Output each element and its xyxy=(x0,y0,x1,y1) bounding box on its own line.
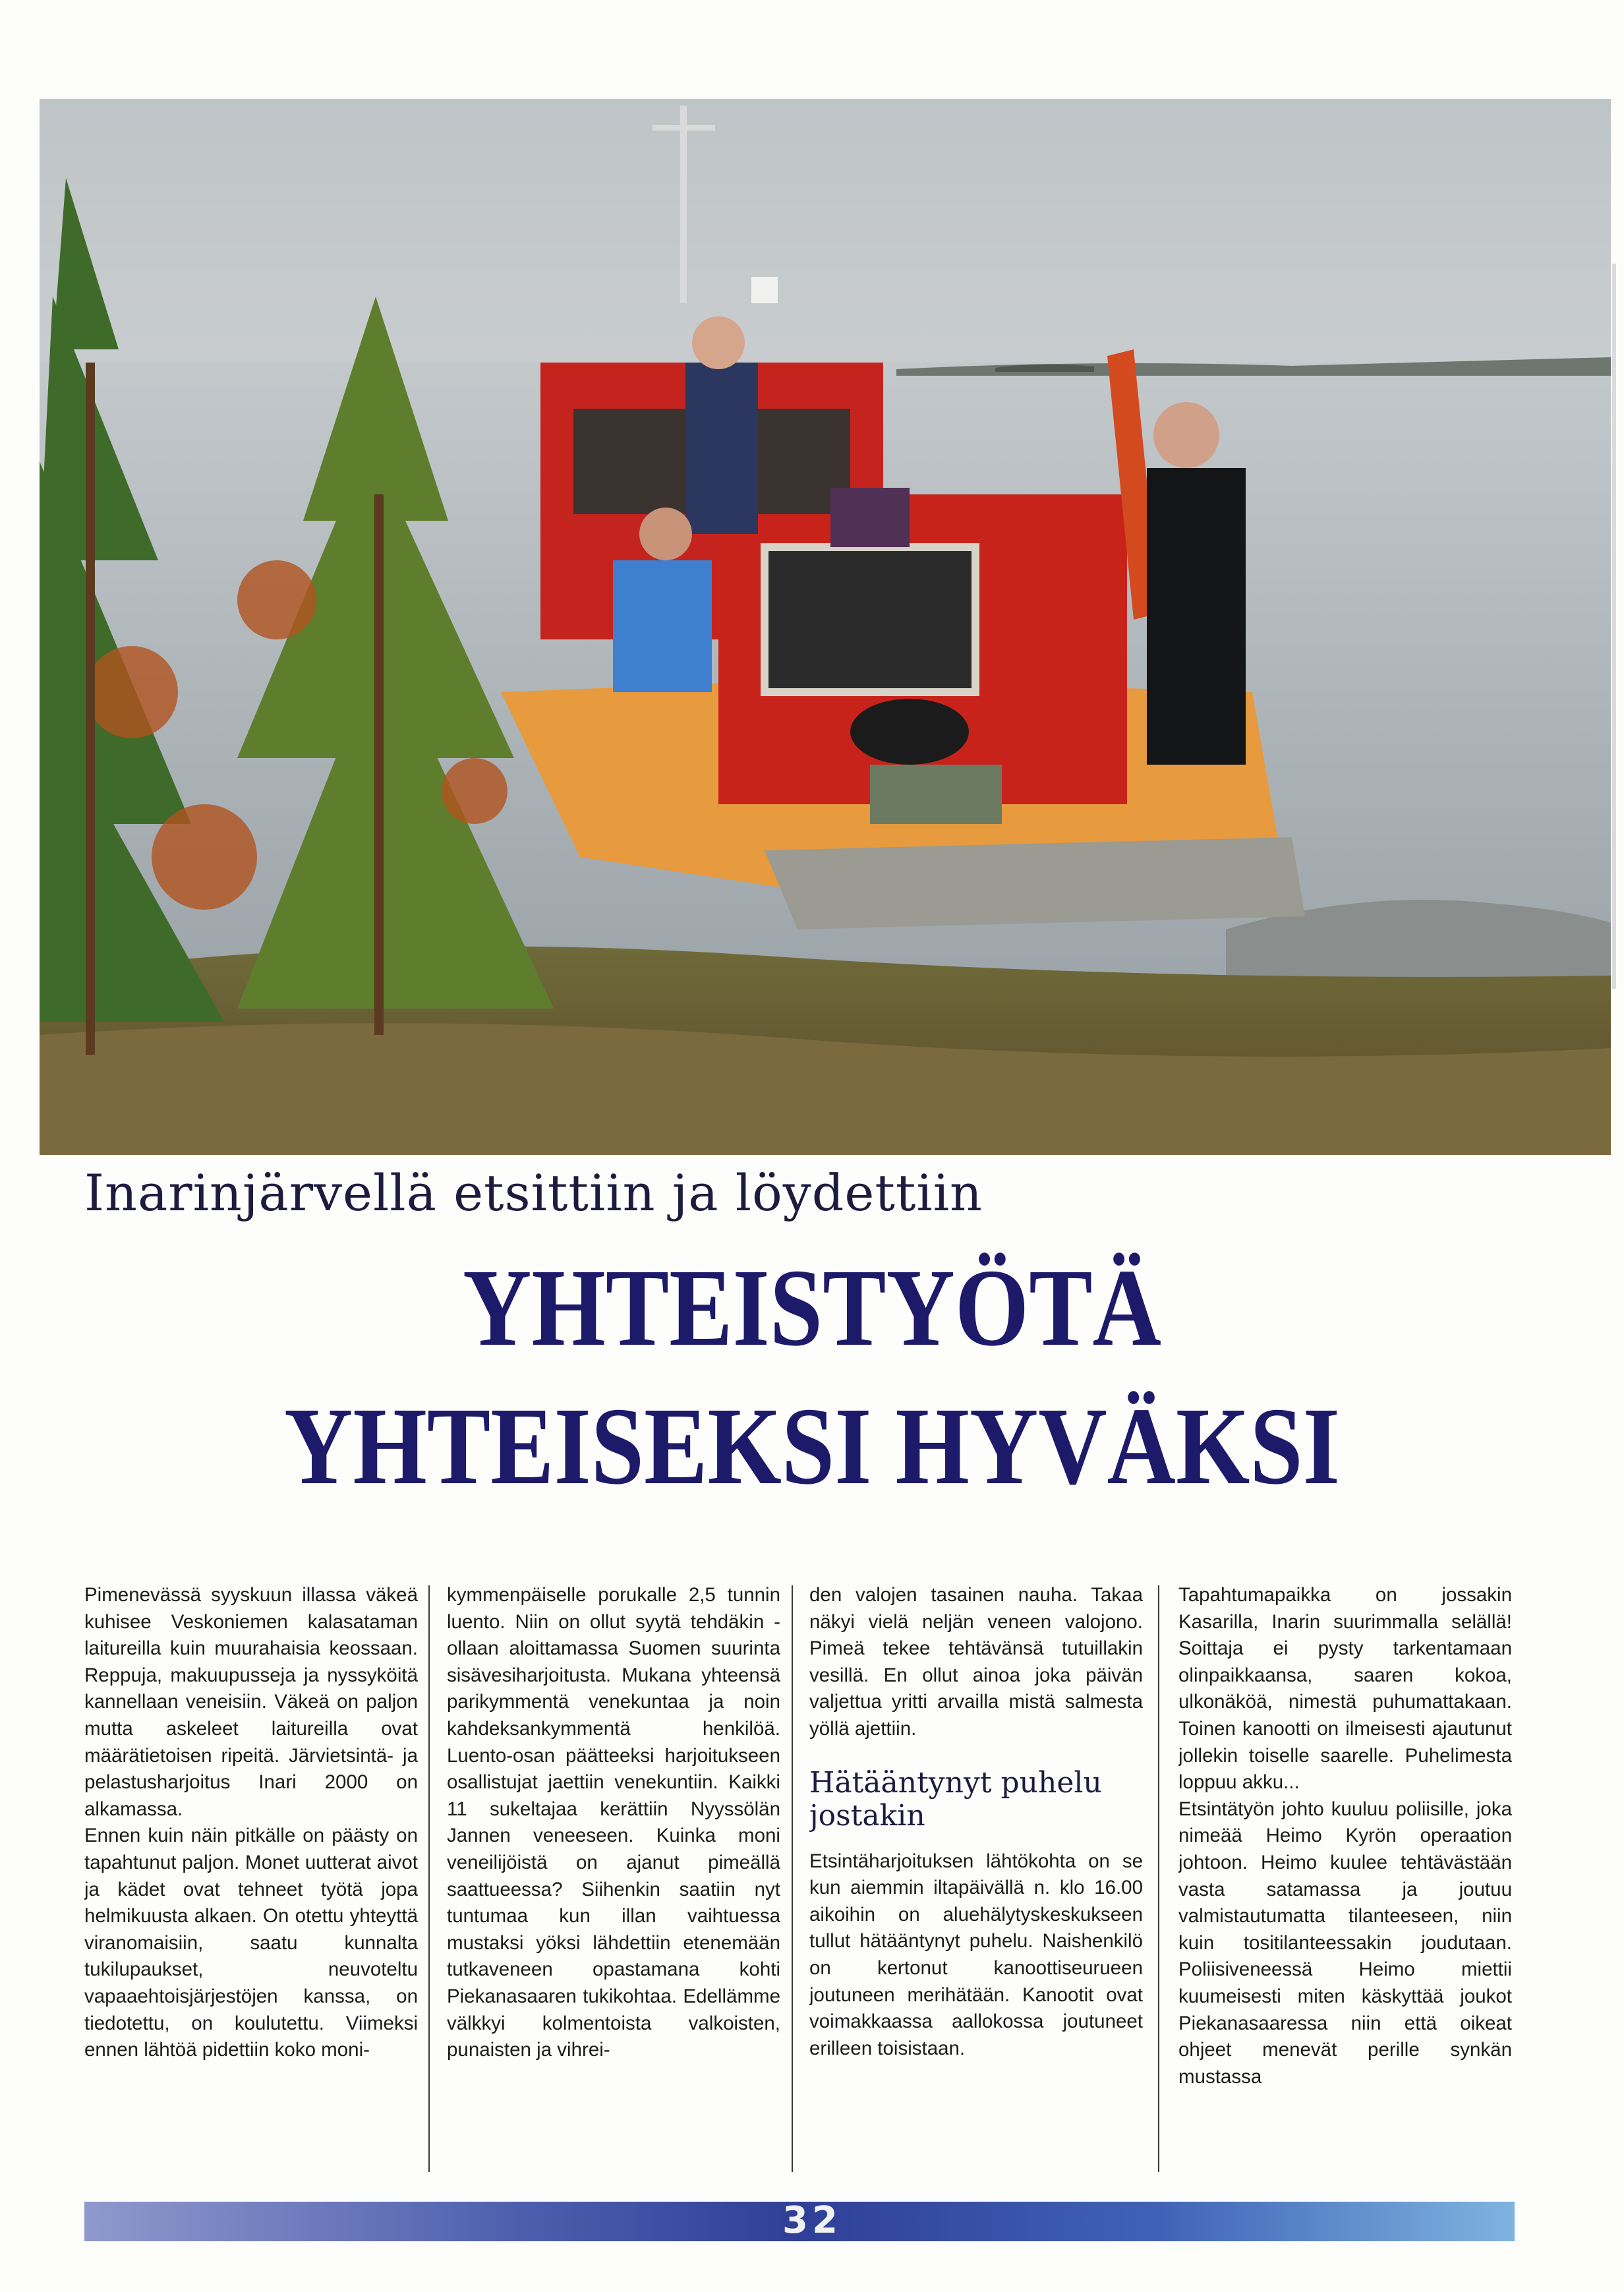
article-column-4 xyxy=(1178,1582,1512,2172)
page-number: 32 xyxy=(782,2199,842,2242)
article-body xyxy=(84,1582,1534,2172)
article-column-1 xyxy=(84,1582,418,2172)
article-column-3 xyxy=(809,1582,1143,2172)
article-title-line2: YHTEISEKSI HYVÄKSI xyxy=(284,1385,1340,1508)
paragraph: Etsintäharjoituksen lähtökohta on se kun aiemmin iltapäivällä n. klo 16.00 aikoihin on aluehälytyskeskukseen tullut hätääntynyt puhelu. Naishenkilö on kertonut kanoottiseurueen joutuneen merihätään. Kanootit ovat voimakkaassa aallokossa joutuneet erilleen toisistaan. xyxy=(809,1850,1143,2059)
paragraph: Tapahtumapaikka on jossakin Kasarilla, Inarin suurimmalla selällä! Soittaja ei pysty tarkentamaan olinpaikkaansa, saaren kokoa, ulkonäköä, nimestä puhumattakaan. Toinen kanootti on ilmeisesti ajautunut jollekin toiselle saarelle. Puhelimesta loppuu akku... xyxy=(1178,1584,1512,1794)
paragraph: den valojen tasainen nauha. Takaa näkyi vielä neljän veneen valojono. Pimeä tekee tehtävänsä tutuillakin vesillä. En ollut ainoa joka päivän valjettua yritti arvailla mistä salmesta yöllä ajettiin. xyxy=(809,1584,1143,1740)
boat-illustration xyxy=(40,99,1611,1155)
scan-edge xyxy=(1612,264,1616,989)
paragraph: Pimenevässä syyskuun illassa väkeä kuhisee Veskoniemen kalasataman laitureilla kuin muurahaisia keossaan. Reppuja, makuupusseja ja nyssyköitä kannellaan veneisiin. Väkeä on paljon mutta askeleet laitureilla ovat määrätietoisen ripeitä. Järvietsintä- ja pelastusharjoitus Inari 2000 on alkamassa. xyxy=(84,1584,418,1820)
article-kicker: Inarinjärvellä etsittiin ja löydettiin xyxy=(84,1163,983,1222)
paragraph: Ennen kuin näin pitkälle on päästy on tapahtunut paljon. Monet uutterat aivot ja kädet ovat tehneet työtä jopa helmikuusta alkaen. On otettu yhteyttä viranomaisiin, saatu kunnalta tukilupaukset, neuvoteltu vapaaehtoisjärjestöjen kanssa, on tiedotettu, on koulutettu. Viimeksi ennen lähtöä pidettiin koko moni- xyxy=(84,1825,418,2061)
article-title-line1: YHTEISTYÖTÄ xyxy=(463,1247,1161,1369)
paragraph: Etsintätyön johto kuuluu poliisille, joka nimeää Heimo Kyrön operaation johtoon. Heimo kuulee tehtävästään vasta satamassa ja joutuu valmistautumatta tilanteeseen, niin kuin tositilanteessakin joudutaan. Poliisiveneessä Heimo miettii kuumeisesti miten käskyttää joukot Piekanasaaressa niin että oikeat ohjeet menevät perille synkän mustassa xyxy=(1178,1798,1512,2088)
paragraph: kymmenpäiselle porukalle 2,5 tunnin luento. Niin on ollut syytä tehdäkin - ollaan aloittamassa Suomen suurinta sisävesiharjoitusta. Mukana yhteensä parikymmentä venekuntaa ja noin kahdeksankymmentä henkilöä. Luento-osan päätteeksi harjoitukseen osallistujat jaettiin venekuntiin. Kaikki 11 sukeltajaa kerättiin Nyyssölän Jannen veneeseen. Kuinka moni veneilijöistä on ajanut pimeällä saattueessa? Siihenkin saatiin nyt tuntumaa kun illan vaihtuessa mustaksi yöksi lähdettiin etenemään tutkaveneen opastamana kohti Piekanasaaren tukikohtaa. Edellämme välkkyi kolmentoista valkoisten, punaisten ja vihrei- xyxy=(447,1584,780,2061)
article-column-2 xyxy=(447,1582,780,2172)
boat-photo xyxy=(40,99,1611,1155)
article-subheading: Hätääntynyt puhelu jostakin xyxy=(809,1765,1102,1833)
